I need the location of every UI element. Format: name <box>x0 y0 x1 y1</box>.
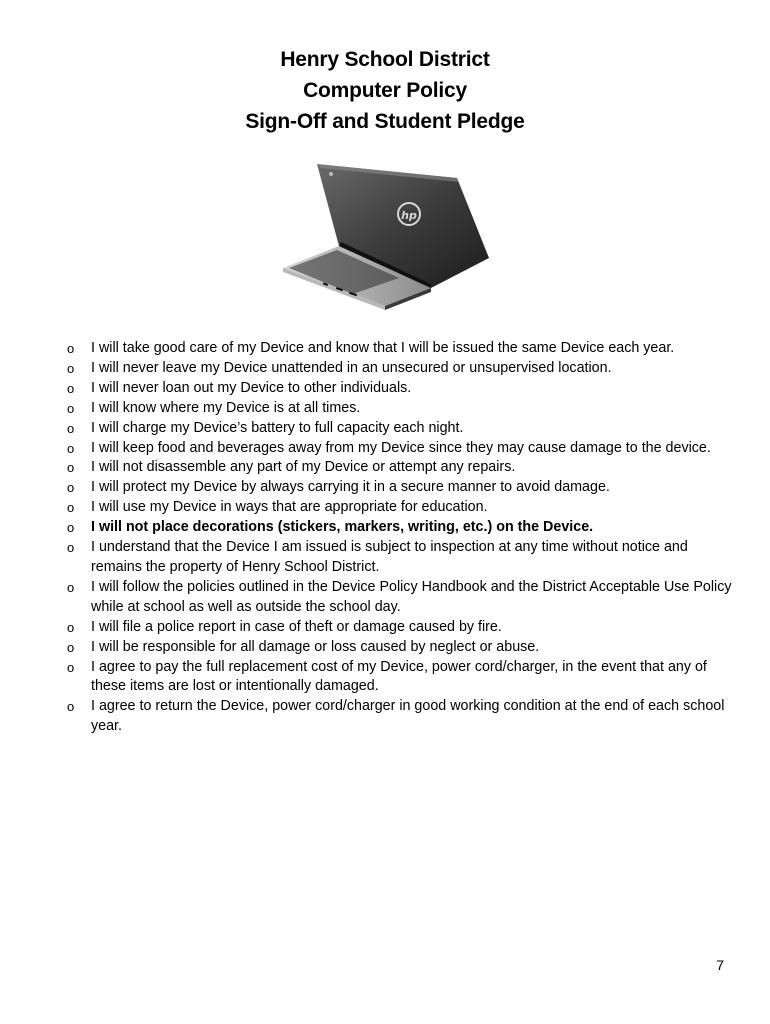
list-item <box>64 658 734 698</box>
pledge-text: I agree to return the Device, power cord/charger in good working condition at the end of each school year. <box>91 698 725 735</box>
bullet-marker: o <box>67 460 75 476</box>
bullet-marker: o <box>67 659 75 675</box>
bullet-marker: o <box>67 380 75 396</box>
pledge-text: I will never leave my Device unattended in an unsecured or unsupervised location. <box>91 359 612 376</box>
bullet-marker: o <box>67 500 75 516</box>
list-item <box>64 618 734 638</box>
title-district: Henry School District <box>280 48 490 71</box>
pledge-text: I agree to pay the full replacement cost of my Device, power cord/charger, in the event that any of these items are lost or intentionally damaged. <box>91 658 707 695</box>
bullet-marker: o <box>67 579 75 595</box>
pledge-text: I will be responsible for all damage or loss caused by neglect or abuse. <box>91 638 540 655</box>
pledge-text: I understand that the Device I am issued is subject to inspection at any time without notice and remains the property of Henry School District. <box>91 539 688 575</box>
pledge-text: I will take good care of my Device and know that I will be issued the same Device each year. <box>91 340 675 356</box>
pledge-text: I will not place decorations (stickers, markers, writing, etc.) on the Device. <box>91 519 594 536</box>
list-item <box>64 538 734 578</box>
title-pledge: Sign-Off and Student Pledge <box>245 110 525 133</box>
pledge-list <box>64 339 734 737</box>
pledge-text: I will not disassemble any part of my Device or attempt any repairs. <box>91 459 516 476</box>
pledge-text: I will keep food and beverages away from my Device since they may cause damage to the device. <box>91 439 711 456</box>
laptop-icon <box>281 158 493 310</box>
bullet-marker: o <box>67 341 75 356</box>
list-item <box>64 697 734 737</box>
pledge-text: I will protect my Device by always carrying it in a secure manner to avoid damage. <box>91 479 610 496</box>
bullet-marker: o <box>67 540 75 556</box>
pledge-text: I will know where my Device is at all times. <box>91 399 361 416</box>
bullet-marker: o <box>67 360 75 376</box>
list-item <box>64 399 734 419</box>
bullet-marker: o <box>67 440 75 456</box>
pledge-text: I will never loan out my Device to other individuals. <box>91 379 412 396</box>
list-item <box>64 458 734 478</box>
list-item <box>64 638 734 658</box>
bullet-marker: o <box>67 400 75 416</box>
title-policy: Computer Policy <box>303 79 467 102</box>
list-item <box>64 379 734 399</box>
list-item <box>64 419 734 439</box>
list-item <box>64 478 734 498</box>
pledge-text: I will charge my Device’s battery to full capacity each night. <box>91 419 464 436</box>
pledge-text: I will follow the policies outlined in the Device Policy Handbook and the District Acceptable Use Policy while at school as well as outside the school day. <box>91 578 732 615</box>
bullet-marker: o <box>67 619 75 635</box>
page-number: 7 <box>716 957 724 973</box>
list-item <box>64 339 734 359</box>
list-item <box>64 439 734 459</box>
bullet-marker: o <box>67 699 75 715</box>
bullet-marker: o <box>67 639 75 655</box>
bullet-marker: o <box>67 420 75 436</box>
list-item <box>64 359 734 379</box>
document-title <box>0 44 770 137</box>
brand-label: hp <box>401 209 417 222</box>
list-item <box>64 518 734 538</box>
list-item <box>64 498 734 518</box>
pledge-text: I will use my Device in ways that are appropriate for education. <box>91 499 488 516</box>
bullet-marker: o <box>67 520 75 536</box>
bullet-marker: o <box>67 480 75 496</box>
list-item <box>64 578 734 618</box>
pledge-text: I will file a police report in case of theft or damage caused by fire. <box>91 618 502 635</box>
